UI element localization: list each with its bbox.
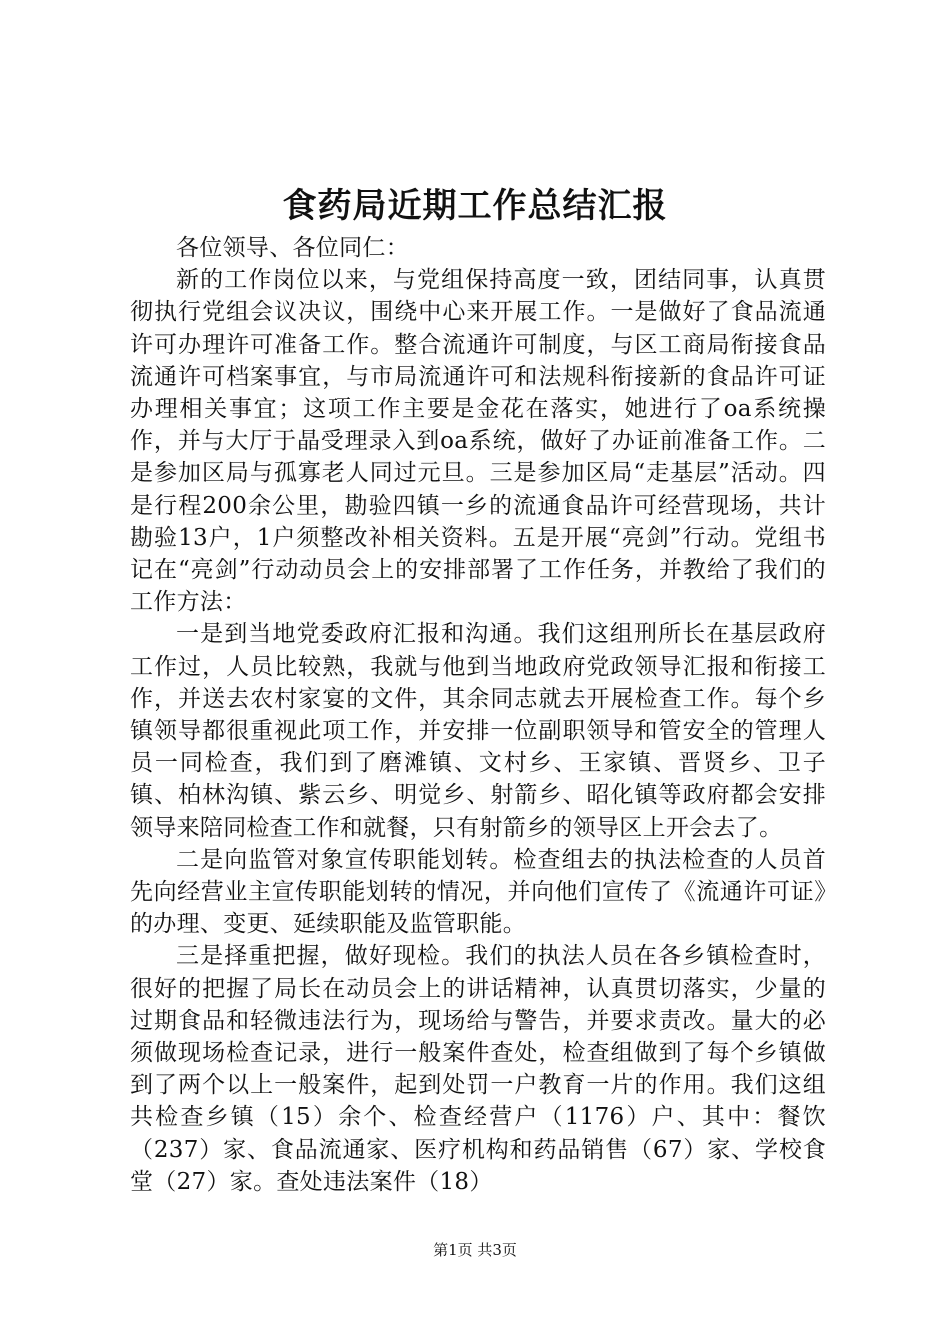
paragraph-1: 新的工作岗位以来，与党组保持高度一致，团结同事，认真贯彻执行党组会议决议，围绕中心来开展工作。一是做好了食品流通许可办理许可准备工作。整合流通许可制度，与区工商局衔接食品流通许可档案事宜，与市局流通许可和法规科衔接新的食品许可证办理相关事宜；这项工作主要是金花在落实，她进行了oa系统操作，并与大厅于晶受理录入到oa系统，做好了办证前准备工作。二是参加区局与孤寡老人同过元旦。三是参加区局“走基层”活动。四是行程200余公里，勘验四镇一乡的流通食品许可经营现场，共计勘验13户，1户须整改补相关资料。五是开展“亮剑”行动。党组书记在“亮剑”行动动员会上的安排部署了工作任务，并教给了我们的工作方法： — [130, 267, 826, 616]
salutation: 各位领导、各位同仁： — [176, 235, 409, 261]
paragraph-3: 二是向监管对象宣传职能划转。检查组去的执法检查的人员首先向经营业主宣传职能划转的情况，并向他们宣传了《流通许可证》的办理、变更、延续职能及监管职能。 — [130, 846, 826, 938]
page-footer: 第1页 共3页 — [433, 1241, 517, 1259]
paragraph-2: 一是到当地党委政府汇报和沟通。我们这组刑所长在基层政府工作过，人员比较熟，我就与他到当地政府党政领导汇报和衔接工作，并送去农村家宴的文件，其余同志就去开展检查工作。每个乡镇领导都很重视此项工作，并安排一位副职领导和管安全的管理人员一同检查，我们到了磨滩镇、文村乡、王家镇、晋贤乡、卫子镇、柏林沟镇、紫云乡、明觉乡、射箭乡、昭化镇等政府都会安排领导来陪同检查工作和就餐，只有射箭乡的领导区上开会去了。 — [130, 621, 826, 841]
document-title: 食药局近期工作总结汇报 — [282, 186, 668, 226]
document-body — [130, 232, 826, 1198]
paragraph-4: 三是择重把握，做好现检。我们的执法人员在各乡镇检查时，很好的把握了局长在动员会上的讲话精神，认真贯切落实，少量的过期食品和轻微违法行为，现场给与警告，并要求责改。量大的必须做现场检查记录，进行一般案件查处，检查组做到了每个乡镇做到了两个以上一般案件，起到处罚一户教育一片的作用。我们这组共检查乡镇（15）余个、检查经营户（1176）户、其中：餐饮（237）家、食品流通家、医疗机构和药品销售（67）家、学校食堂（27）家。查处违法案件（18） — [130, 943, 826, 1195]
